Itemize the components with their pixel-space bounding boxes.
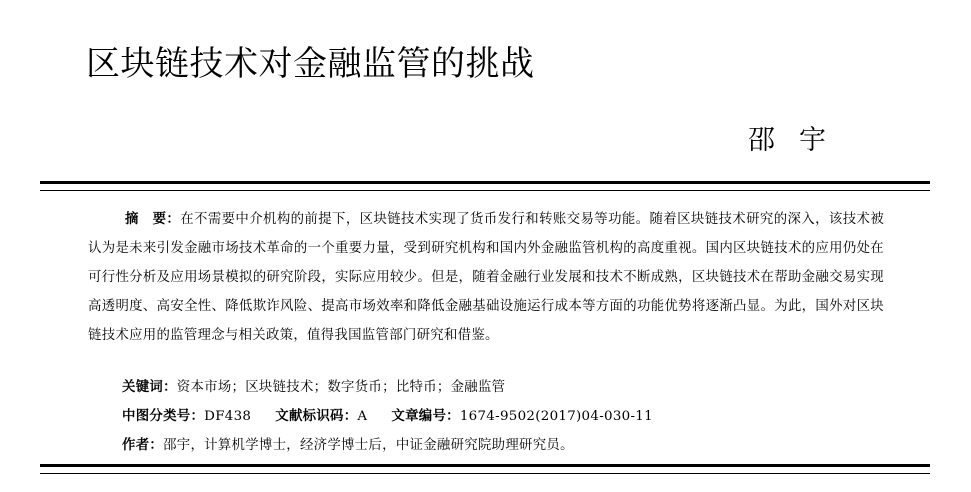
author-info-line (122, 434, 574, 453)
bottom-rule-thin (40, 473, 930, 474)
author-info-text: 邵宇，计算机学博士，经济学博士后，中证金融研究院助理研究员。 (163, 438, 574, 453)
clc-value: DF438 (204, 409, 252, 424)
keywords-text: 资本市场；区块链技术；数字货币；比特币；金融监管 (176, 380, 506, 395)
author-info-label: 作者： (122, 438, 164, 453)
abstract-paragraph (88, 205, 884, 350)
keywords-label: 关键词： (122, 380, 177, 395)
author-name: 邵宇 (748, 125, 850, 156)
article-no-value: 1674-9502(2017)04-030-11 (459, 409, 653, 424)
top-rule-thin (40, 190, 930, 191)
clc-label: 中图分类号： (122, 409, 205, 424)
abstract-label: 摘 要： (125, 212, 181, 227)
bottom-rule-thick (40, 464, 930, 467)
doc-code-value: A (357, 409, 368, 424)
paper-title: 区块链技术对金融监管的挑战 (86, 44, 535, 84)
keywords-line (122, 376, 505, 395)
top-rule-thick (40, 181, 930, 184)
classification-line (122, 405, 653, 424)
doc-code-label: 文献标识码： (275, 409, 358, 424)
abstract-text: 在不需要中介机构的前提下，区块链技术实现了货币发行和转账交易等功能。随着区块链技术研究的深入，该技术被认为是未来引发金融市场技术革命的一个重要力量，受到研究机构和国内外金融监管机构的高度重视。国内区块链技术的应用仍处在可行性分析及应用场景模拟的研究阶段，实际应用较少。但是，随着金融行业发展和技术不断成熟，区块链技术在帮助金融交易实现高透明度、高安全性、降低欺诈风险、提高市场效率和降低金融基础设施运行成本等方面的功能优势将逐渐凸显。为此，国外对区块链技术应用的监管理念与相关政策，值得我国监管部门研究和借鉴。 (88, 212, 885, 343)
article-no-label: 文章编号： (391, 409, 460, 424)
